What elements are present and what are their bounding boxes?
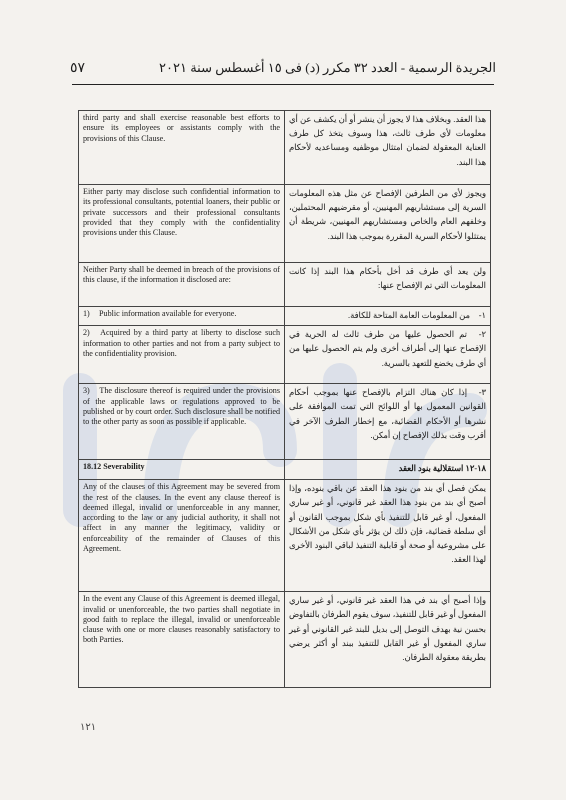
arabic-cell: [285, 326, 491, 384]
english-cell: Either party may disclose such confidential information to its professional consultants, potential loaners, their public or private successors and their professional consultants provided that they comply with the confidentiality provisions under this Clause.: [79, 185, 285, 263]
arabic-cell: يمكن فصل أي بند من بنود هذا العقد عن باقي بنوده، وإذا أصبح أي بند من بنود هذا العقد غير قانوني، أو غير ساري المفعول، أو غير قابل للتنفيذ بأي شكل بموجب القانون أو أي سلطة قضائية، فإن ذلك لن يؤثر بأي شكل من الأشكال على مشروعية أو صحة أو قابلية التنفيذ لباقي البنود الأخرى لهذا العقد.: [285, 480, 491, 592]
header-rule: [72, 84, 494, 85]
page-header: [70, 60, 496, 80]
arabic-cell: [285, 307, 491, 326]
page-number: ٥٧: [70, 61, 86, 76]
item-number: 1): [83, 309, 90, 318]
item-number: ٢-: [478, 330, 486, 340]
item-text: تم الحصول عليها من طرف ثالث له الحرية في الإفصاح عنها إلى أطراف أخرى ولم يتم الحصول عليها من أي طرف يخضع للتعهد بالسرية.: [289, 330, 486, 368]
english-cell: [79, 384, 285, 460]
footer-mark: ١٢١: [80, 722, 97, 733]
english-cell: [79, 326, 285, 384]
item-number: ١-: [478, 311, 486, 320]
arabic-cell: ويجوز لأي من الطرفين الإفصاح عن مثل هذه المعلومات السرية إلى مستشاريهم المهنيين، أو مقرضيهم المحتملين، وخلفهم العام والخاص ومستشاريهم المهنيين، شريطة أن يمتثلوا لأحكام السرية المقررة بموجب هذا البند.: [285, 185, 491, 263]
item-text: The disclosure thereof is required under the provisions of the applicable laws or regulations approved to be published or by court order. Such disclosure shall be notified to the other party as soon as possible if applicable.: [83, 386, 280, 427]
item-number: 2): [83, 328, 90, 338]
item-text: Acquired by a third party at liberty to disclose such information to other parties and not from a party subject to the confidentiality provision.: [83, 328, 280, 358]
english-cell: [79, 307, 285, 326]
item-number: ٣-: [478, 388, 486, 398]
table-row: [79, 185, 491, 263]
table-row: [79, 384, 491, 460]
table-row: [79, 307, 491, 326]
table-row: [79, 326, 491, 384]
english-cell: In the event any Clause of this Agreement is deemed illegal, invalid or unenforceable, the two parties shall negotiate in good faith to replace the illegal, invalid or unenforceable clause with one or more clauses reasonably satisfactory to both Parties.: [79, 592, 285, 688]
table-row: [79, 592, 491, 688]
table-row: [79, 263, 491, 307]
table-row: [79, 111, 491, 185]
table-row: [79, 460, 491, 480]
item-text: إذا كان هناك التزام بالإفصاح عنها بموجب أحكام القوانين المعمول بها أو اللوائح التي تمت الموافقة على نشرها أو الأحكام القضائية، مع إخطار الطرف الآخر في أقرب وقت بذلك الإفصاح إن أمكن.: [289, 388, 486, 440]
arabic-cell: هذا العقد. وبخلاف هذا لا يجوز أن ينشر أو أن يكشف عن أي معلومات لأي طرف ثالث، هذا وسوف يتخذ كل طرف العناية المعقولة لضمان امتثال موظفيه ومساعديه لأحكام هذا البند.: [285, 111, 491, 185]
arabic-cell: وإذا أصبح أي بند في هذا العقد غير قانوني، أو غير ساري المفعول أو غير قابل للتنفيذ، سوف يقوم الطرفان بالتفاوض بحسن نية بهدف التوصل إلى بديل للبند غير القانوني أو غير ساري المفعول أو غير القابل للتنفيذ ببند أو أكثر يرضي بطريقة معقولة الطرفان.: [285, 592, 491, 688]
table-row: [79, 480, 491, 592]
bilingual-table: [78, 110, 491, 688]
english-cell: third party and shall exercise reasonable best efforts to ensure its employees or assistants comply with the provisions of this Clause.: [79, 111, 285, 185]
english-cell: Any of the clauses of this Agreement may be severed from the rest of the clauses. In the event any clause thereof is deemed illegal, invalid or unenforceable in any manner, according to the law or any judicial authority, it shall not affect in any manner the legitimacy, validity or enforceability of the remainder of Clauses of this Agreement.: [79, 480, 285, 592]
section-heading-english: 18.12 Severability: [79, 460, 285, 480]
english-cell: Neither Party shall be deemed in breach of the provisions of this clause, if the information it disclosed are:: [79, 263, 285, 307]
item-text: من المعلومات العامة المتاحة للكافة.: [348, 311, 470, 320]
header-title: الجريدة الرسمية - العدد ٣٢ مكرر (د) فى ١٥ أغسطس سنة ٢٠٢١: [159, 60, 496, 75]
section-heading-arabic: ١٨-١٢ استقلالية بنود العقد: [285, 460, 491, 480]
arabic-cell: [285, 384, 491, 460]
item-text: Public information available for everyone.: [99, 309, 237, 318]
item-number: 3): [83, 386, 90, 396]
arabic-cell: ولن يعد أي طرف قد أخل بأحكام هذا البند إذا كانت المعلومات التي تم الإفصاح عنها:: [285, 263, 491, 307]
